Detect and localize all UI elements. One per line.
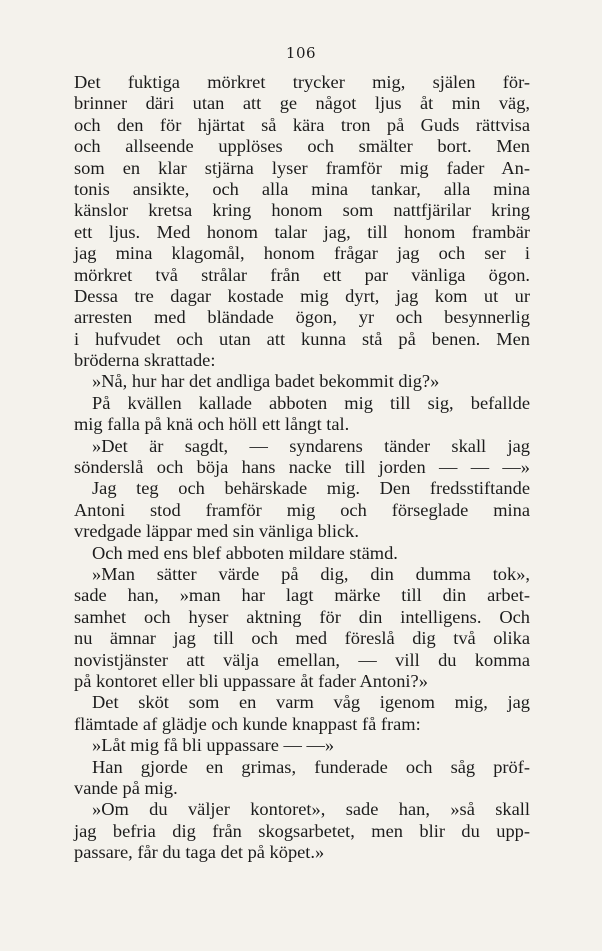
text-line: som en klar stjärna lyser framför mig fader An- — [74, 157, 530, 178]
text-line: »Om du väljer kontoret», sade han, »så skall — [92, 799, 530, 820]
text-line: passare, får du taga det på köpet.» — [74, 842, 325, 863]
text-line: bröderna skrattade: — [74, 350, 216, 371]
text-line: i hufvudet och utan att kunna stå på benen. Men — [74, 328, 530, 349]
text-line: sönderslå och böja hans nacke till jorden — — —» — [74, 457, 530, 478]
text-line: brinner däri utan att ge något ljus åt min väg, — [74, 93, 530, 114]
text-line: nu ämnar jag till och med föreslå dig två olika — [74, 628, 530, 649]
text-line: Jag teg och behärskade mig. Den fredsstiftande — [92, 478, 530, 499]
text-line: Han gjorde en grimas, funderade och såg pröf- — [92, 756, 530, 777]
text-line: På kvällen kallade abboten mig till sig, befallde — [92, 392, 530, 413]
text-line: flämtade af glädje och kunde knappast få fram: — [74, 713, 421, 734]
text-line: mig falla på knä och höll ett långt tal. — [74, 414, 350, 435]
text-line: Dessa tre dagar kostade mig dyrt, jag kom ut ur — [74, 285, 530, 306]
text-line: jag mina klagomål, honom frågar jag och ser i — [74, 243, 530, 264]
text-line: på kontoret eller bli uppassare åt fader Antoni?» — [74, 670, 428, 691]
text-line: och allseende upplöses och smälter bort. Men — [74, 136, 530, 157]
text-line: »Det är sagdt, — syndarens tänder skall jag — [92, 435, 530, 456]
text-line: tonis ansikte, och alla mina tankar, alla mina — [74, 178, 530, 199]
text-line: »Man sätter värde på dig, din dumma tok», — [92, 563, 530, 584]
text-line: Det fuktiga mörkret trycker mig, själen för- — [74, 72, 530, 92]
text-line: novistjänster att välja emellan, — vill du komma — [74, 649, 530, 670]
text-line: mörkret två strålar från ett par vänliga ögon. — [74, 264, 530, 285]
text-line: känslor kretsa kring honom som nattfjärilar kring — [74, 200, 530, 221]
text-line: vredgade läppar med sin vänliga blick. — [74, 521, 359, 542]
text-line: ett ljus. Med honom talar jag, till honom frambär — [74, 221, 530, 242]
text-line: »Nå, hur har det andliga badet bekommit dig?» — [92, 371, 440, 392]
text-line: arresten med bländade ögon, yr och besynnerlig — [74, 307, 530, 328]
text-line: sade han, »man har lagt märke till din arbet- — [74, 585, 530, 606]
page-number: 106 — [285, 44, 317, 62]
text-line: jag befria dig från skogsarbetet, men blir du upp- — [74, 820, 530, 841]
text-line: vande på mig. — [74, 777, 178, 798]
text-line: Och med ens blef abboten mildare stämd. — [92, 542, 398, 563]
text-line: »Låt mig få bli uppassare — —» — [92, 735, 335, 756]
text-line: samhet och hyser aktning för din intelligens. Och — [74, 606, 530, 627]
text-line: och den för hjärtat så kära tron på Guds rättvisa — [74, 114, 530, 135]
text-line: Antoni stod framför mig och förseglade mina — [74, 499, 530, 520]
text-line: Det sköt som en varm våg igenom mig, jag — [92, 692, 530, 713]
body-text — [74, 72, 530, 863]
